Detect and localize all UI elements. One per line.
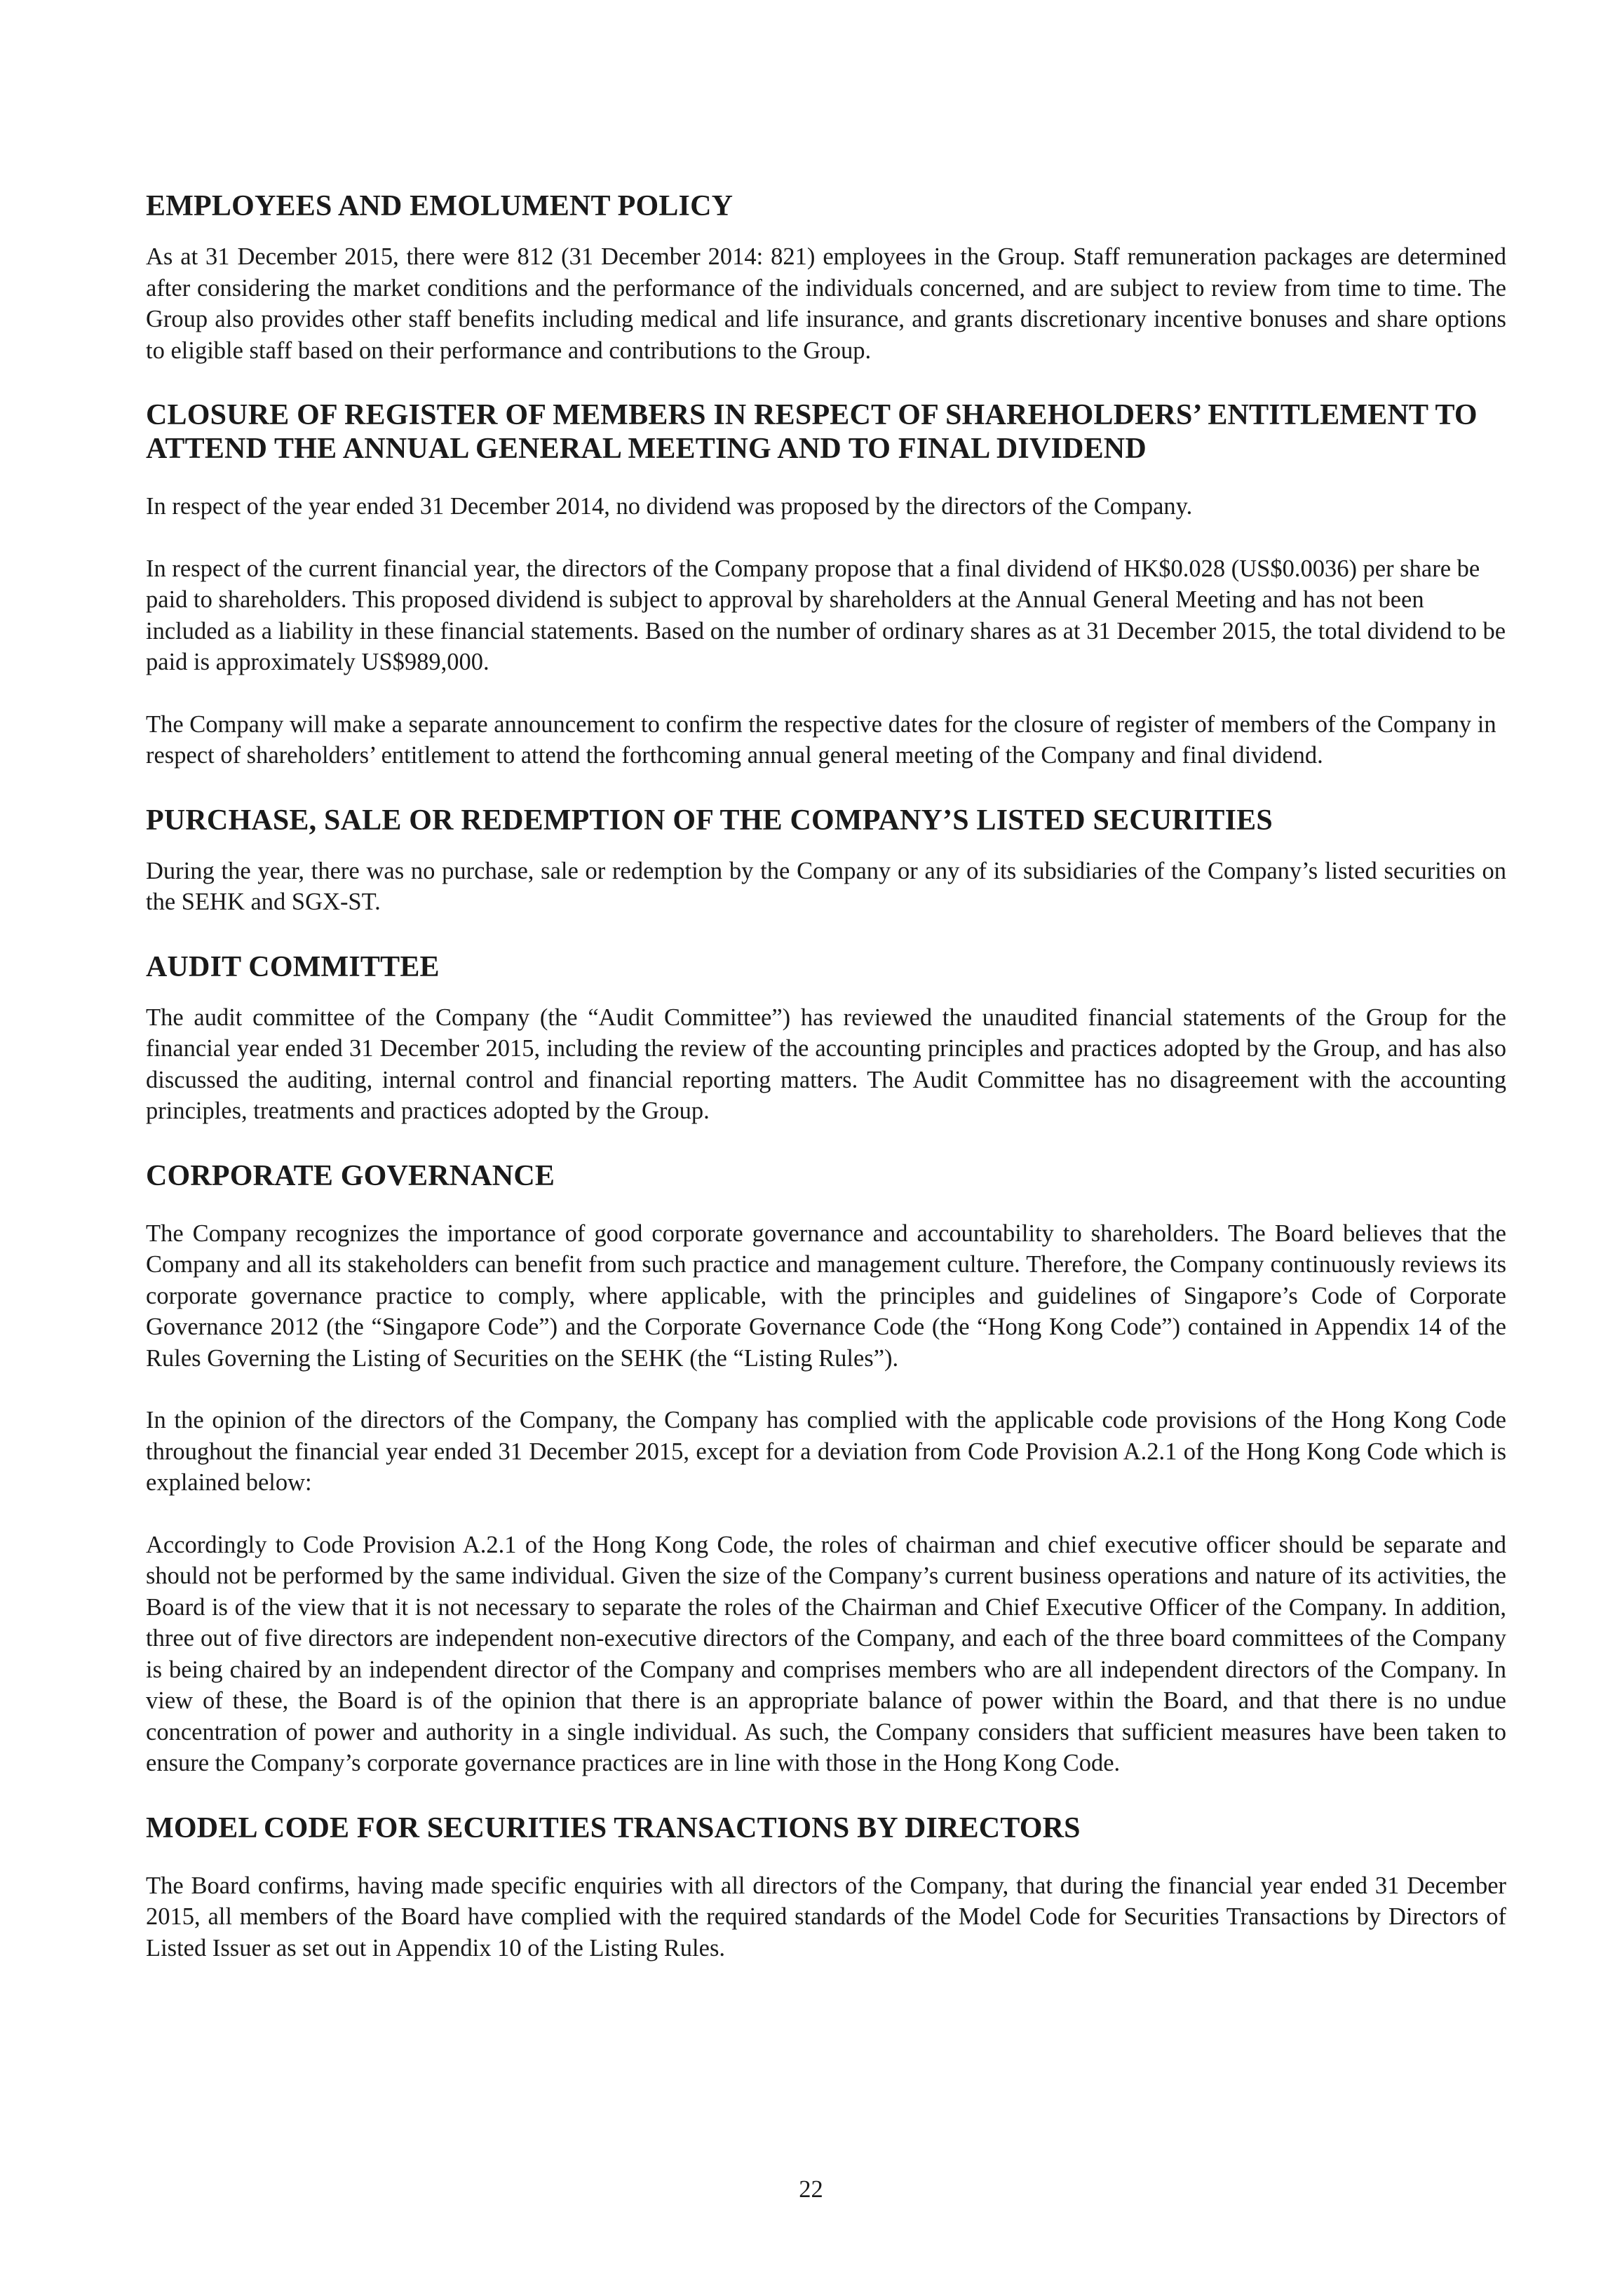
- paragraph-governance-3: Accordingly to Code Provision A.2.1 of the Hong Kong Code, the roles of chairman and chief executive officer should be separate and should not be performed by the same individual. Given the size of the Company’s current business operations and nature of its activities, the Board is of the view that it is not necessary to separate the roles of the Chairman and Chief Executive Officer of the Company. In addition, three out of five directors are independent non-executive directors of the Company, and each of the three board committees of the Company is being chaired by an independent director of the Company and comprises members who are all independent directors of the Company. In view of these, the Board is of the opinion that there is an appropriate balance of power within the Board, and that there is no undue concentration of power and authority in a single individual. As such, the Company considers that sufficient measures have been taken to ensure the Company’s corporate governance practices are in line with those in the Hong Kong Code.: [146, 1531, 1506, 1776]
- section-heading-model-code: MODEL CODE FOR SECURITIES TRANSACTIONS BY DIRECTORS: [146, 1811, 1081, 1844]
- section-heading-closure: CLOSURE OF REGISTER OF MEMBERS IN RESPECT OF SHAREHOLDERS’ ENTITLEMENT TO ATTEND THE ANNUAL GENERAL MEETING AND TO FINAL DIVIDEND: [146, 399, 1478, 465]
- paragraph-closure-3: The Company will make a separate announcement to confirm the respective dates for the closure of register of members of the Company in respect of shareholders’ entitlement to attend the forthcoming annual general meeting of the Company and final dividend.: [146, 710, 1496, 769]
- paragraph-audit: The audit committee of the Company (the “Audit Committee”) has reviewed the unaudited financial statements of the Group for the financial year ended 31 December 2015, including the review of the accounting principles and practices adopted by the Group, and has also discussed the auditing, internal control and financial reporting matters. The Audit Committee has no disagreement with the accounting principles, treatments and practices adopted by the Group.: [146, 1004, 1506, 1124]
- document-page: [146, 189, 1506, 1964]
- section-purchase-sale-redemption: [146, 804, 1506, 918]
- paragraph-governance-2: In the opinion of the directors of the Company, the Company has complied with the applicable code provisions of the Hong Kong Code throughout the financial year ended 31 December 2015, except for a deviation from Code Provision A.2.1 of the Hong Kong Code which is explained below:: [146, 1407, 1506, 1496]
- paragraph-employees: As at 31 December 2015, there were 812 (31 December 2014: 821) employees in the Group. Staff remuneration packages are determined after considering the market conditions and the performance of the individuals concerned, and are subject to review from time to time. The Group also provides other staff benefits including medical and life insurance, and grants discretionary incentive bonuses and share options to eligible staff based on their performance and contributions to the Group.: [146, 243, 1506, 364]
- paragraph-purchase: During the year, there was no purchase, sale or redemption by the Company or any of its subsidiaries of the Company’s listed securities on the SEHK and SGX-ST.: [146, 857, 1506, 915]
- page-number: 22: [799, 2176, 823, 2203]
- section-heading-employees: EMPLOYEES AND EMOLUMENT POLICY: [146, 190, 734, 222]
- section-closure-of-register: [146, 398, 1506, 771]
- paragraph-model-code: The Board confirms, having made specific enquiries with all directors of the Company, that during the financial year ended 31 December 2015, all members of the Board have complied with the required standards of the Model Code for Securities Transactions by Directors of Listed Issuer as set out in Appendix 10 of the Listing Rules.: [146, 1872, 1506, 1961]
- section-heading-audit: AUDIT COMMITTEE: [146, 950, 440, 983]
- section-model-code: [146, 1811, 1506, 1964]
- section-heading-purchase: PURCHASE, SALE OR REDEMPTION OF THE COMPANY’S LISTED SECURITIES: [146, 804, 1273, 837]
- section-corporate-governance: [146, 1159, 1506, 1779]
- paragraph-closure-2: In respect of the current financial year, the directors of the Company propose that a final dividend of HK$0.028 (US$0.0036) per share be paid to shareholders. This proposed dividend is subject to approval by shareholders at the Annual General Meeting and has not been included as a liability in these financial statements. Based on the number of ordinary shares as at 31 December 2015, the total dividend to be paid is approximately US$989,000.: [146, 555, 1506, 675]
- section-audit-committee: [146, 950, 1506, 1127]
- paragraph-closure-1: In respect of the year ended 31 December 2014, no dividend was proposed by the directors of the Company.: [146, 493, 1193, 520]
- section-heading-governance: CORPORATE GOVERNANCE: [146, 1159, 555, 1192]
- paragraph-governance-1: The Company recognizes the importance of good corporate governance and accountability to shareholders. The Board believes that the Company and all its stakeholders can benefit from such practice and management culture. Therefore, the Company continuously reviews its corporate governance practice to comply, where applicable, with the principles and guidelines of Singapore’s Code of Corporate Governance 2012 (the “Singapore Code”) and the Corporate Governance Code (the “Hong Kong Code”) contained in Appendix 14 of the Rules Governing the Listing of Securities on the SEHK (the “Listing Rules”).: [146, 1220, 1506, 1372]
- section-employees: [146, 189, 1506, 366]
